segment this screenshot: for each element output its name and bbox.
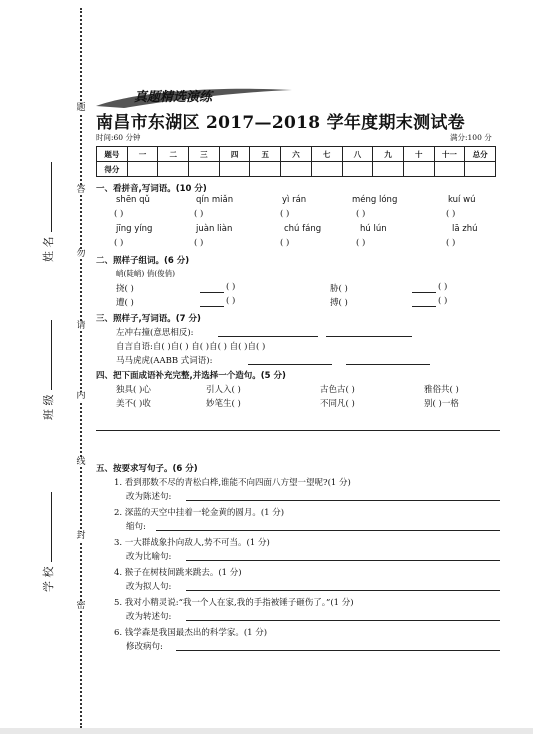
s3-line2[interactable]: 自言自语:自( )自( ) 自( )自( ) 自( )自( ): [116, 342, 266, 352]
margin-mark-nei: 内: [76, 391, 86, 401]
section-3-title: 三、照样子,写词语。(7 分): [96, 314, 201, 324]
s5-q5-instruction: 改为转述句:: [126, 612, 172, 622]
section-2-example: 峭(陡峭) 俏(俊俏): [116, 269, 176, 278]
s5-q6: 6. 钱学森是我国最杰出的科学家。(1 分): [114, 628, 268, 638]
pinyin-item: qín miǎn: [196, 195, 234, 205]
pinyin-item: yì rán: [282, 195, 307, 205]
pinyin-item: chú fáng: [284, 224, 322, 234]
score-header-cell: 五: [250, 147, 281, 162]
score-cell[interactable]: [127, 162, 158, 177]
pinyin-item: lā zhú: [452, 224, 478, 234]
page-bottom-edge: [0, 728, 533, 734]
answer-blank[interactable]: ( ): [356, 238, 366, 248]
school-field: [40, 493, 56, 593]
s5-q1: 1. 看到那数不尽的青松白桦,谁能不向四面八方望一望呢?(1 分): [114, 478, 351, 488]
margin-mark-feng: 封: [76, 531, 86, 541]
score-header-cell: 四: [219, 147, 250, 162]
score-header-cell: 八: [342, 147, 373, 162]
pinyin-item: hú lún: [360, 224, 387, 234]
school-label: 学 校: [42, 566, 55, 592]
sentence-line[interactable]: [96, 430, 500, 431]
score-cell[interactable]: [403, 162, 434, 177]
score-cell[interactable]: [281, 162, 312, 177]
answer-line[interactable]: [186, 590, 500, 591]
answer-blank[interactable]: ( ): [280, 238, 290, 248]
word-item[interactable]: 挠( ): [116, 284, 134, 294]
word-item[interactable]: ( ): [226, 296, 236, 306]
name-field: [40, 163, 56, 263]
s5-q3-instruction: 改为比喻句:: [126, 552, 172, 562]
pinyin-item: méng lóng: [352, 195, 398, 205]
s5-q1-instruction: 改为陈述句:: [126, 492, 172, 502]
answer-line[interactable]: [186, 500, 500, 501]
answer-blank[interactable]: ( ): [446, 209, 456, 219]
score-table-header-row: [97, 147, 496, 162]
fill-line[interactable]: [200, 292, 224, 293]
score-header-cell: 三: [189, 147, 220, 162]
score-cell[interactable]: [219, 162, 250, 177]
score-cell[interactable]: [342, 162, 373, 177]
pinyin-item: juàn liàn: [196, 224, 233, 234]
margin-mark-xian: 线: [76, 457, 86, 467]
idiom-item[interactable]: 不同凡( ): [320, 399, 355, 409]
s5-q5: 5. 我对小精灵说:“我一个人在家,我的手指被锤子砸伤了。”(1 分): [114, 598, 354, 608]
s5-q4-instruction: 改为拟人句:: [126, 582, 172, 592]
margin-mark-ti: 题: [76, 103, 86, 113]
class-label: 班 级: [42, 394, 55, 420]
score-header-cell: 总分: [465, 147, 496, 162]
word-item[interactable]: ( ): [438, 296, 448, 306]
fill-line[interactable]: [346, 364, 430, 365]
pinyin-item: kuí wú: [448, 195, 476, 205]
answer-blank[interactable]: ( ): [446, 238, 456, 248]
answer-line[interactable]: [156, 530, 500, 531]
page-title: 南昌市东湖区 2017—2018 学年度期末测试卷: [96, 113, 465, 133]
idiom-item[interactable]: 独具( )心: [116, 385, 151, 395]
pinyin-item: jīng yíng: [116, 224, 153, 234]
idiom-item[interactable]: 妙笔生( ): [206, 399, 241, 409]
score-header-cell: 七: [311, 147, 342, 162]
class-line: [51, 321, 52, 391]
score-table-score-row: [97, 162, 496, 177]
answer-blank[interactable]: ( ): [280, 209, 290, 219]
score-table: [96, 146, 496, 177]
score-header-cell: 二: [158, 147, 189, 162]
school-line: [51, 493, 52, 563]
score-header-cell: 题号: [97, 147, 128, 162]
word-item[interactable]: 胁( ): [330, 284, 348, 294]
answer-blank[interactable]: ( ): [356, 209, 366, 219]
score-header-cell: 十一: [434, 147, 465, 162]
name-label: 姓 名: [42, 236, 55, 262]
s5-q6-instruction: 修改病句:: [126, 642, 163, 652]
s3-line3: 马马虎虎(AABB 式词语):: [116, 356, 213, 366]
s3-line1: 左冲右撞(意思相反):: [116, 328, 194, 338]
fill-line[interactable]: [412, 292, 436, 293]
score-header-cell: 一: [127, 147, 158, 162]
fill-line[interactable]: [326, 336, 412, 337]
fill-line[interactable]: [200, 306, 224, 307]
full-score: 满分:100 分: [450, 133, 492, 142]
s5-q4: 4. 猴子在树枝间跳来跳去。(1 分): [114, 568, 242, 578]
s5-q2-instruction: 缩句:: [126, 522, 146, 532]
word-item[interactable]: 遭( ): [116, 298, 134, 308]
time-limit: 时间:60 分钟: [96, 133, 141, 142]
name-line: [51, 163, 52, 233]
score-cell[interactable]: [465, 162, 496, 177]
class-field: [40, 321, 56, 421]
margin-mark-qing: 请: [76, 321, 86, 331]
answer-blank[interactable]: ( ): [194, 238, 204, 248]
answer-blank[interactable]: ( ): [114, 238, 124, 248]
score-cell[interactable]: [158, 162, 189, 177]
idiom-item[interactable]: 雅俗共( ): [424, 385, 459, 395]
margin-mark-wu: 勿: [76, 249, 86, 259]
word-item[interactable]: 搏( ): [330, 298, 348, 308]
idiom-item[interactable]: 引人入( ): [206, 385, 241, 395]
fill-line[interactable]: [248, 364, 332, 365]
margin-mark-mi: 密: [76, 601, 86, 611]
score-header-cell: 六: [281, 147, 312, 162]
margin-mark-da: 答: [76, 185, 86, 195]
section-4-title: 四、把下面成语补充完整,并选择一个造句。(5 分): [96, 371, 286, 381]
score-row-label: 得分: [97, 162, 128, 177]
banner-text: 真题精选演练: [134, 90, 213, 105]
score-cell[interactable]: [373, 162, 404, 177]
score-cell[interactable]: [189, 162, 220, 177]
pinyin-item: shēn qǔ: [116, 195, 150, 205]
answer-line[interactable]: [176, 650, 500, 651]
score-cell[interactable]: [311, 162, 342, 177]
answer-blank[interactable]: ( ): [114, 209, 124, 219]
s5-q3: 3. 一大群战象扑向敌人,势不可当。(1 分): [114, 538, 270, 548]
idiom-item[interactable]: 古色古( ): [320, 385, 355, 395]
answer-blank[interactable]: ( ): [194, 209, 204, 219]
score-cell[interactable]: [250, 162, 281, 177]
score-header-cell: 十: [403, 147, 434, 162]
section-1-title: 一、看拼音,写词语。(10 分): [96, 184, 207, 194]
score-header-cell: 九: [373, 147, 404, 162]
answer-line[interactable]: [186, 620, 500, 621]
idiom-item[interactable]: 别( )一格: [424, 399, 459, 409]
section-2-title: 二、照样子组词。(6 分): [96, 256, 190, 266]
fill-line[interactable]: [412, 306, 436, 307]
word-item[interactable]: ( ): [226, 282, 236, 292]
idiom-item[interactable]: 美不( )收: [116, 399, 151, 409]
score-cell[interactable]: [434, 162, 465, 177]
fill-line[interactable]: [218, 336, 318, 337]
word-item[interactable]: ( ): [438, 282, 448, 292]
section-5-title: 五、按要求写句子。(6 分): [96, 464, 198, 474]
answer-line[interactable]: [186, 560, 500, 561]
binding-dotted-line: [80, 8, 82, 728]
s5-q2: 2. 深蓝的天空中挂着一轮金黄的圆月。(1 分): [114, 508, 285, 518]
